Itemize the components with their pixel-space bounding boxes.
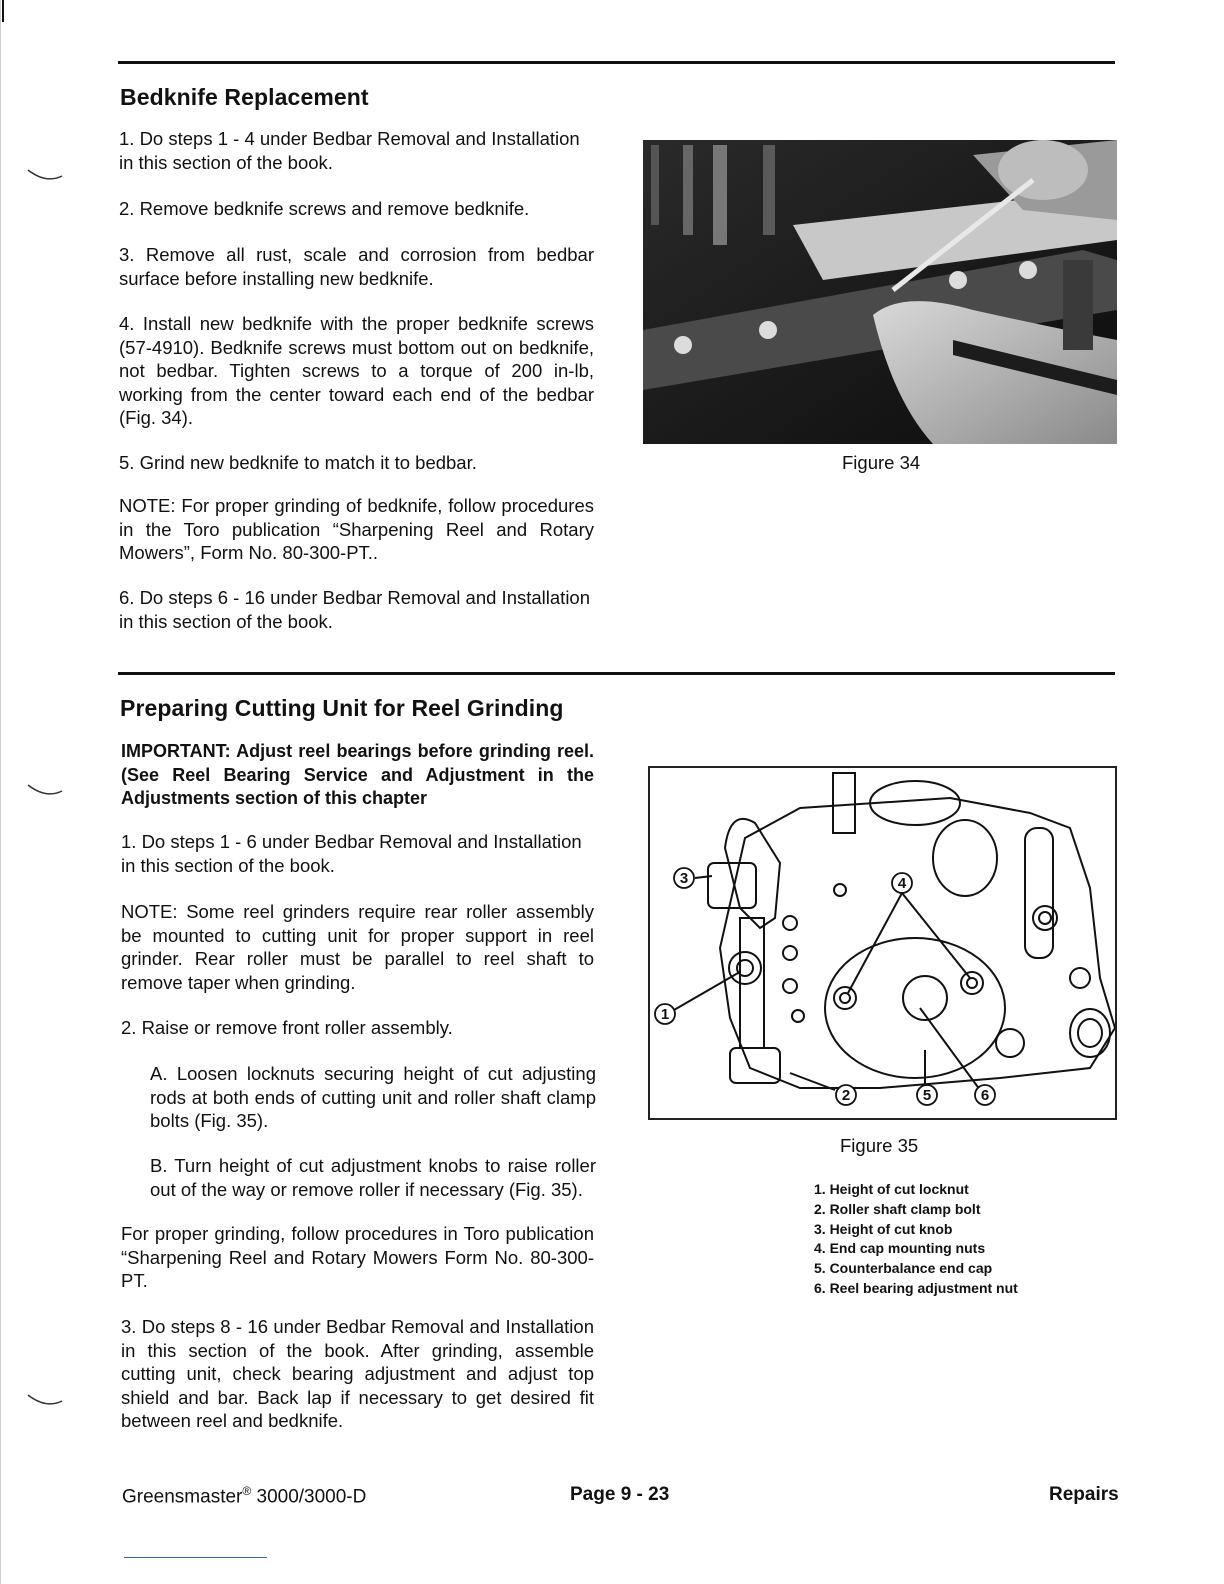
svg-text:3: 3 (679, 870, 689, 887)
page-scan-edge (0, 0, 1, 1584)
registered-mark: ® (242, 1484, 252, 1498)
note-rear-roller: NOTE: Some reel grinders require rear roller assembly be mounted to cutting unit for proper support in reel grinder. Rear roller must be parallel to reel shaft to remove taper when grinding. (121, 901, 594, 993)
callout-1 (655, 1004, 675, 1024)
figure-35-legend (814, 1180, 1018, 1299)
svg-text:1: 1 (660, 1006, 670, 1023)
legend-item: 4. End cap mounting nuts (814, 1240, 986, 1257)
legend-item: 6. Reel bearing adjustment nut (814, 1279, 1018, 1296)
callout-6 (975, 1085, 995, 1105)
step-1: 1. Do steps 1 - 4 under Bedbar Removal and Installation in this section of the book. (119, 128, 580, 173)
binding-mark (26, 1393, 64, 1407)
step-3: 3. Remove all rust, scale and corrosion from bedbar surface before installing new bedknife. (119, 244, 594, 289)
callout-3 (674, 868, 694, 888)
section-title: Preparing Cutting Unit for Reel Grinding (120, 695, 564, 721)
step-5: 5. Grind new bedknife to match it to bedbar. (119, 452, 477, 473)
svg-text:4: 4 (897, 875, 907, 892)
step-2: 2. Raise or remove front roller assembly. (121, 1017, 453, 1038)
svg-text:5: 5 (922, 1087, 932, 1104)
step-4: 4. Install new bedknife with the proper bedknife screws (57-4910). Bedknife screws must bottom out on bedknife, not bedbar. Tighten screws to a torque of 200 in-lb, working from the center toward each end of the bedbar (Fig. 34). (119, 313, 594, 428)
step-2a: A. Loosen locknuts securing height of cut adjusting rods at both ends of cutting unit and roller shaft clamp bolts (Fig. 35). (150, 1063, 596, 1131)
svg-text:6: 6 (980, 1087, 990, 1104)
callout-5 (917, 1085, 937, 1105)
figure-34-caption: Figure 34 (842, 452, 921, 473)
important-notice: IMPORTANT: Adjust reel bearings before grinding reel. (See Reel Bearing Service and Adjustment in the Adjustments section of this chapter (121, 741, 594, 808)
page-number: Page 9 - 23 (570, 1484, 670, 1505)
bottom-rule (124, 1557, 267, 1558)
step-1: 1. Do steps 1 - 6 under Bedbar Removal and Installation in this section of the book. (121, 831, 582, 876)
note-grinding: NOTE: For proper grinding of bedknife, follow procedures in the Toro publication “Sharpening Reel and Rotary Mowers”, Form No. 80-300-PT.. (119, 495, 594, 563)
legend-item: 5. Counterbalance end cap (814, 1260, 993, 1277)
callout-4 (892, 873, 912, 893)
legend-item: 1. Height of cut locknut (814, 1181, 969, 1197)
binding-mark (26, 783, 64, 797)
footer-section: Repairs (1049, 1484, 1119, 1505)
figure-35-diagram (648, 766, 1117, 1120)
step-6: 6. Do steps 6 - 16 under Bedbar Removal and Installation in this section of the book. (119, 587, 591, 632)
figure-35-caption: Figure 35 (840, 1135, 919, 1156)
section-rule (118, 672, 1115, 675)
footer-product (122, 1484, 366, 1508)
binding-mark (26, 168, 64, 182)
grinding-procedure: For proper grinding, follow procedures in Toro publication “Sharpening Reel and Rotary Mowers Form No. 80-300-PT. (121, 1223, 594, 1291)
section-rule (118, 61, 1115, 64)
product-name: Greensmaster (122, 1486, 243, 1508)
legend-item: 2. Roller shaft clamp bolt (814, 1200, 981, 1217)
section-title: Bedknife Replacement (120, 84, 369, 110)
step-2b: B. Turn height of cut adjustment knobs to raise roller out of the way or remove roller if necessary (Fig. 35). (150, 1155, 596, 1200)
product-model: 3000/3000-D (251, 1486, 367, 1508)
step-2: 2. Remove bedknife screws and remove bedknife. (119, 198, 530, 219)
figure-34-photo (643, 140, 1117, 444)
step-3: 3. Do steps 8 - 16 under Bedbar Removal and Installation in this section of the book. After grinding, assemble cutting unit, check bearing adjustment and adjust top shield and bar. Back lap if necessary to get desired fit between reel and bedknife. (121, 1316, 594, 1431)
cutting-unit-drawing (650, 768, 1115, 1118)
legend-item: 3. Height of cut knob (814, 1220, 953, 1237)
svg-text:2: 2 (841, 1087, 851, 1104)
callout-2 (836, 1085, 856, 1105)
scan-mark (2, 0, 4, 22)
